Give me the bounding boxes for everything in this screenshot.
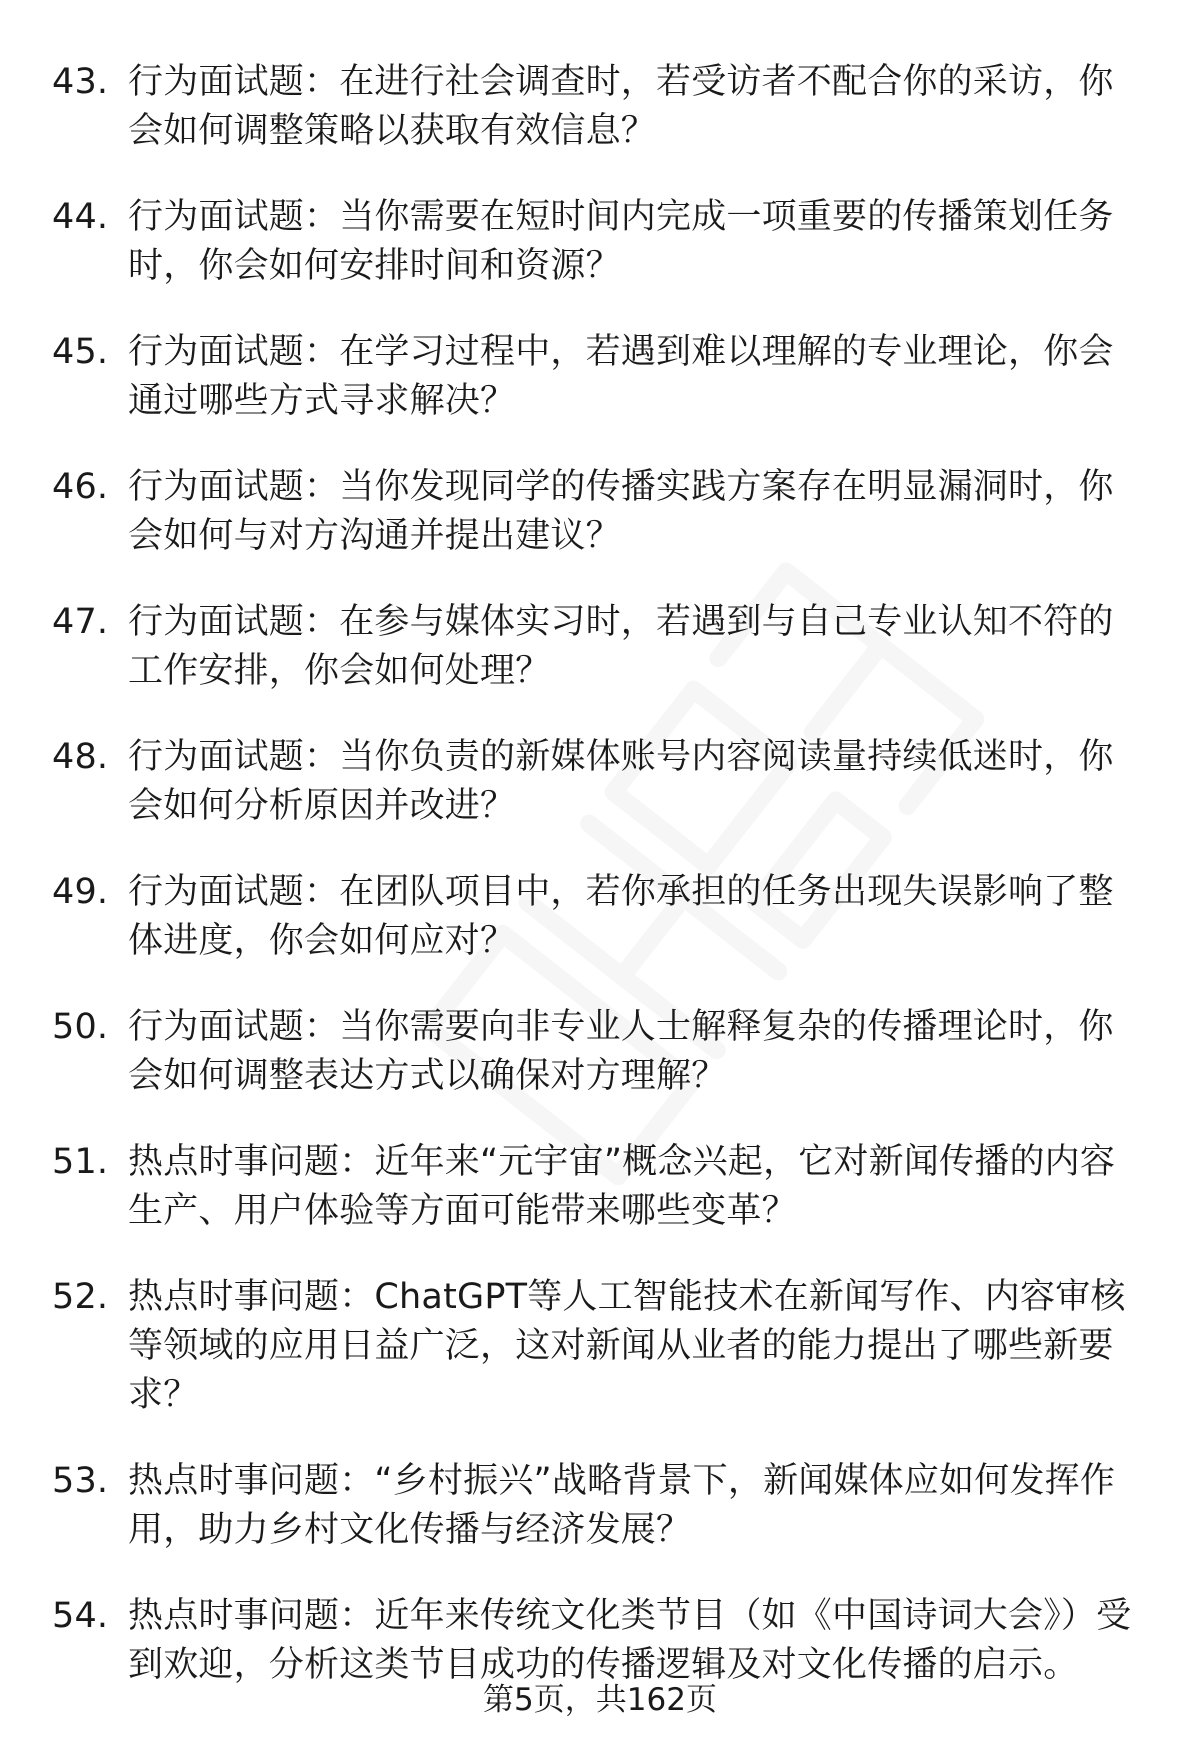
question-item xyxy=(52,1003,1142,1101)
question-item xyxy=(52,1138,1142,1236)
question-text: 行为面试题：当你需要在短时间内完成一项重要的传播策划任务时，你会如何安排时间和资源？ xyxy=(128,197,1114,286)
question-number: 47. xyxy=(52,602,109,642)
question-text: 行为面试题：当你负责的新媒体账号内容阅读量持续低迷时，你会如何分析原因并改进？ xyxy=(128,737,1114,826)
question-item xyxy=(52,1457,1142,1555)
question-item xyxy=(52,598,1142,696)
question-text: 行为面试题：在进行社会调查时，若受访者不配合你的采访，你会如何调整策略以获取有效信息？ xyxy=(128,62,1114,151)
question-number: 44. xyxy=(52,197,109,237)
question-number: 50. xyxy=(52,1007,109,1047)
question-number: 51. xyxy=(52,1142,109,1182)
question-number: 45. xyxy=(52,332,109,372)
question-number: 52. xyxy=(52,1277,109,1317)
question-text: 热点时事问题：“乡村振兴”战略背景下，新闻媒体应如何发挥作用，助力乡村文化传播与经济发展？ xyxy=(128,1461,1116,1550)
question-text: 行为面试题：在参与媒体实习时，若遇到与自己专业认知不符的工作安排，你会如何处理？ xyxy=(128,602,1114,691)
question-number: 46. xyxy=(52,467,109,507)
question-text: 行为面试题：在学习过程中，若遇到难以理解的专业理论，你会通过哪些方式寻求解决？ xyxy=(128,332,1114,421)
question-text: 热点时事问题：近年来传统文化类节目（如《中国诗词大会》）受到欢迎，分析这类节目成功的传播逻辑及对文化传播的启示。 xyxy=(128,1596,1132,1685)
question-item xyxy=(52,868,1142,966)
question-number: 48. xyxy=(52,737,109,777)
question-number: 49. xyxy=(52,872,109,912)
question-item xyxy=(52,58,1142,156)
question-number: 43. xyxy=(52,62,109,102)
question-item xyxy=(52,1592,1142,1690)
question-text: 行为面试题：在团队项目中，若你承担的任务出现失误影响了整体进度，你会如何应对？ xyxy=(128,872,1114,961)
question-item xyxy=(52,328,1142,426)
question-text: 热点时事问题：近年来“元宇宙”概念兴起，它对新闻传播的内容生产、用户体验等方面可能带来哪些变革？ xyxy=(128,1142,1116,1231)
page-footer: 第5页，共162页 xyxy=(483,1682,717,1718)
question-number: 53. xyxy=(52,1461,109,1501)
question-item xyxy=(52,1273,1142,1420)
question-item xyxy=(52,193,1142,291)
question-text: 行为面试题：当你发现同学的传播实践方案存在明显漏洞时，你会如何与对方沟通并提出建议？ xyxy=(128,467,1114,556)
question-item xyxy=(52,463,1142,561)
question-item xyxy=(52,733,1142,831)
question-number: 54. xyxy=(52,1596,109,1636)
question-text: 行为面试题：当你需要向非专业人士解释复杂的传播理论时，你会如何调整表达方式以确保对方理解？ xyxy=(128,1007,1114,1096)
question-text: 热点时事问题：ChatGPT等人工智能技术在新闻写作、内容审核等领域的应用日益广泛，这对新闻从业者的能力提出了哪些新要求？ xyxy=(128,1277,1126,1415)
question-list xyxy=(52,58,1142,1727)
